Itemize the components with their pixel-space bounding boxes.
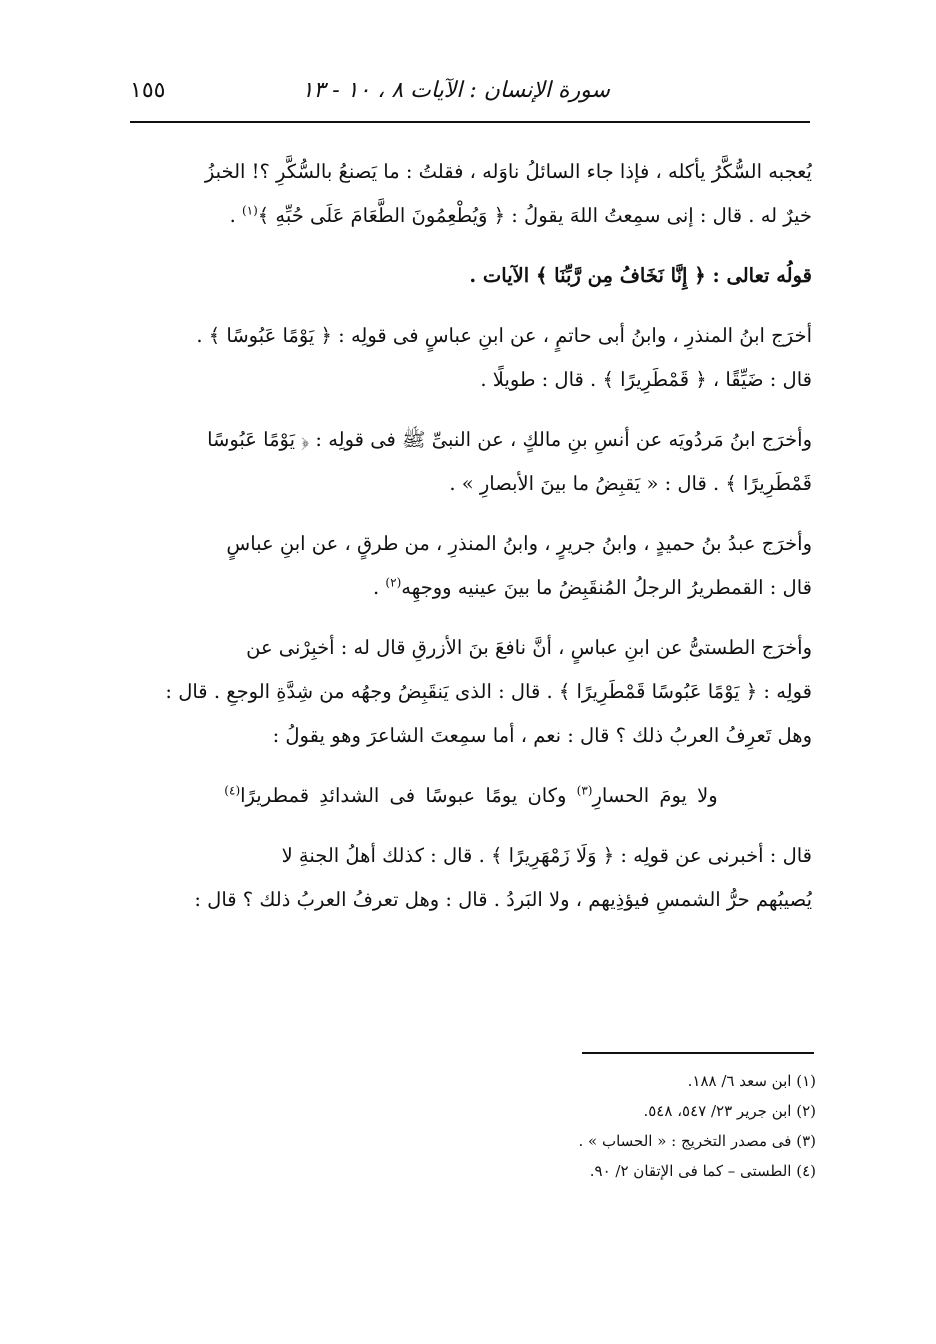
footnote-ref: (٢) <box>385 575 402 590</box>
text-line: وأخرَج عبدُ بنُ حميدٍ ، وابنُ جريرٍ ، وابنُ المنذرِ ، من طرقٍ ، عن ابنِ عباسٍ <box>226 532 812 555</box>
footnote: (٢) ابن جرير ٢٣/ ٥٤٧، ٥٤٨. <box>643 1102 816 1120</box>
page-header <box>130 78 810 114</box>
footnote: (٣) فى مصدر التخريج : « الحساب » . <box>578 1132 816 1150</box>
header-rule <box>130 121 810 123</box>
text-line: وأخرَج الطستىُّ عن ابنِ عباسٍ ، أنَّ نافعَ بنَ الأزرقِ قال له : أخبِرْنى عن <box>246 636 812 659</box>
main-text <box>130 150 812 922</box>
verse-first-hemistich: ولا يومَ الحسارِ <box>592 784 718 807</box>
text-line: قولِه : ﴿ يَوْمًا عَبُوسًا قَمْطَرِيرًا ﴾ . قال : الذى يَنقَبِضُ وجهُه من شِدَّةِ الوجعِ . قال : <box>165 680 812 703</box>
text-line: وأخرَج ابنُ مَردُويَه عن أنسِ بنِ مالكٍ ، عن النبىِّ ﷺ فى قولِه : ﴿ يَوْمًا عَبُوسًا <box>207 428 812 451</box>
text-line: أخرَج ابنُ المنذرِ ، وابنُ أبى حاتمٍ ، عن ابنِ عباسٍ فى قولِه : ﴿ يَوْمًا عَبُوسًا ﴾ . <box>196 324 812 347</box>
page-number: ١٥٥ <box>130 78 166 103</box>
text-line: خيرٌ له . قال : إنى سمِعتُ اللهَ يقولُ : ﴿ وَيُطْعِمُونَ الطَّعَامَ عَلَى حُبِّهِ ﴾$^{(١)}$ . <box>229 203 812 227</box>
verse-second-hemistich: وكان يومًا عبوسًا فى الشدائدِ قمطريرًا <box>240 784 567 807</box>
text-line: يُصيبُهم حرُّ الشمسِ فيؤذِيهم ، ولا البَردُ . قال : وهل تعرفُ العربُ ذلك ؟ قال : <box>194 888 812 911</box>
footnote-rule <box>582 1052 814 1054</box>
text-line: قَمْطَرِيرًا ﴾ . قال : « يَقبِضُ ما بينَ الأبصارِ » . <box>449 472 812 495</box>
footnotes <box>420 1066 816 1186</box>
section-heading: قولُه تعالى : ﴿ إِنَّا نَخَافُ مِن رَّبِّنَا ﴾ الآيات . <box>469 264 812 287</box>
footnote: (٤) الطستى – كما فى الإتقان ٢/ ٩٠. <box>589 1162 816 1180</box>
text-line: قال : ضَيِّقًا ، ﴿ قَمْطَرِيرًا ﴾ . قال : طويلًا . <box>480 368 812 391</box>
footnote-ref: (٣) <box>576 783 593 798</box>
text-line: وهل تَعرِفُ العربُ ذلك ؟ قال : نعم ، أما سمِعتَ الشاعرَ وهو يقولُ : <box>272 724 812 747</box>
footnote: (١) ابن سعد ٦/ ١٨٨. <box>687 1072 816 1090</box>
poetry-verse <box>130 774 812 818</box>
text-line: قال : أخبرنى عن قولِه : ﴿ وَلَا زَمْهَرِيرًا ﴾ . قال : كذلك أهلُ الجنةِ لا <box>281 844 812 867</box>
footnote-ref: (١) <box>241 203 258 218</box>
text-line: يُعجبه السُّكَّرُ يأكله ، فإذا جاء السائلُ ناوَله ، فقلتُ : ما يَصنعُ بالسُّكَّرِ ؟! الخبزُ <box>204 160 812 183</box>
running-title: سورة الإنسان : الآيات ٨ ، ١٠ - ١٣ <box>301 78 610 103</box>
text-line: قال : القمطريرُ الرجلُ المُنقَبِضُ ما بينَ عينيه ووجهِه$^{(٢)}$ . <box>373 575 812 599</box>
footnote-ref: (٤) <box>224 783 241 798</box>
